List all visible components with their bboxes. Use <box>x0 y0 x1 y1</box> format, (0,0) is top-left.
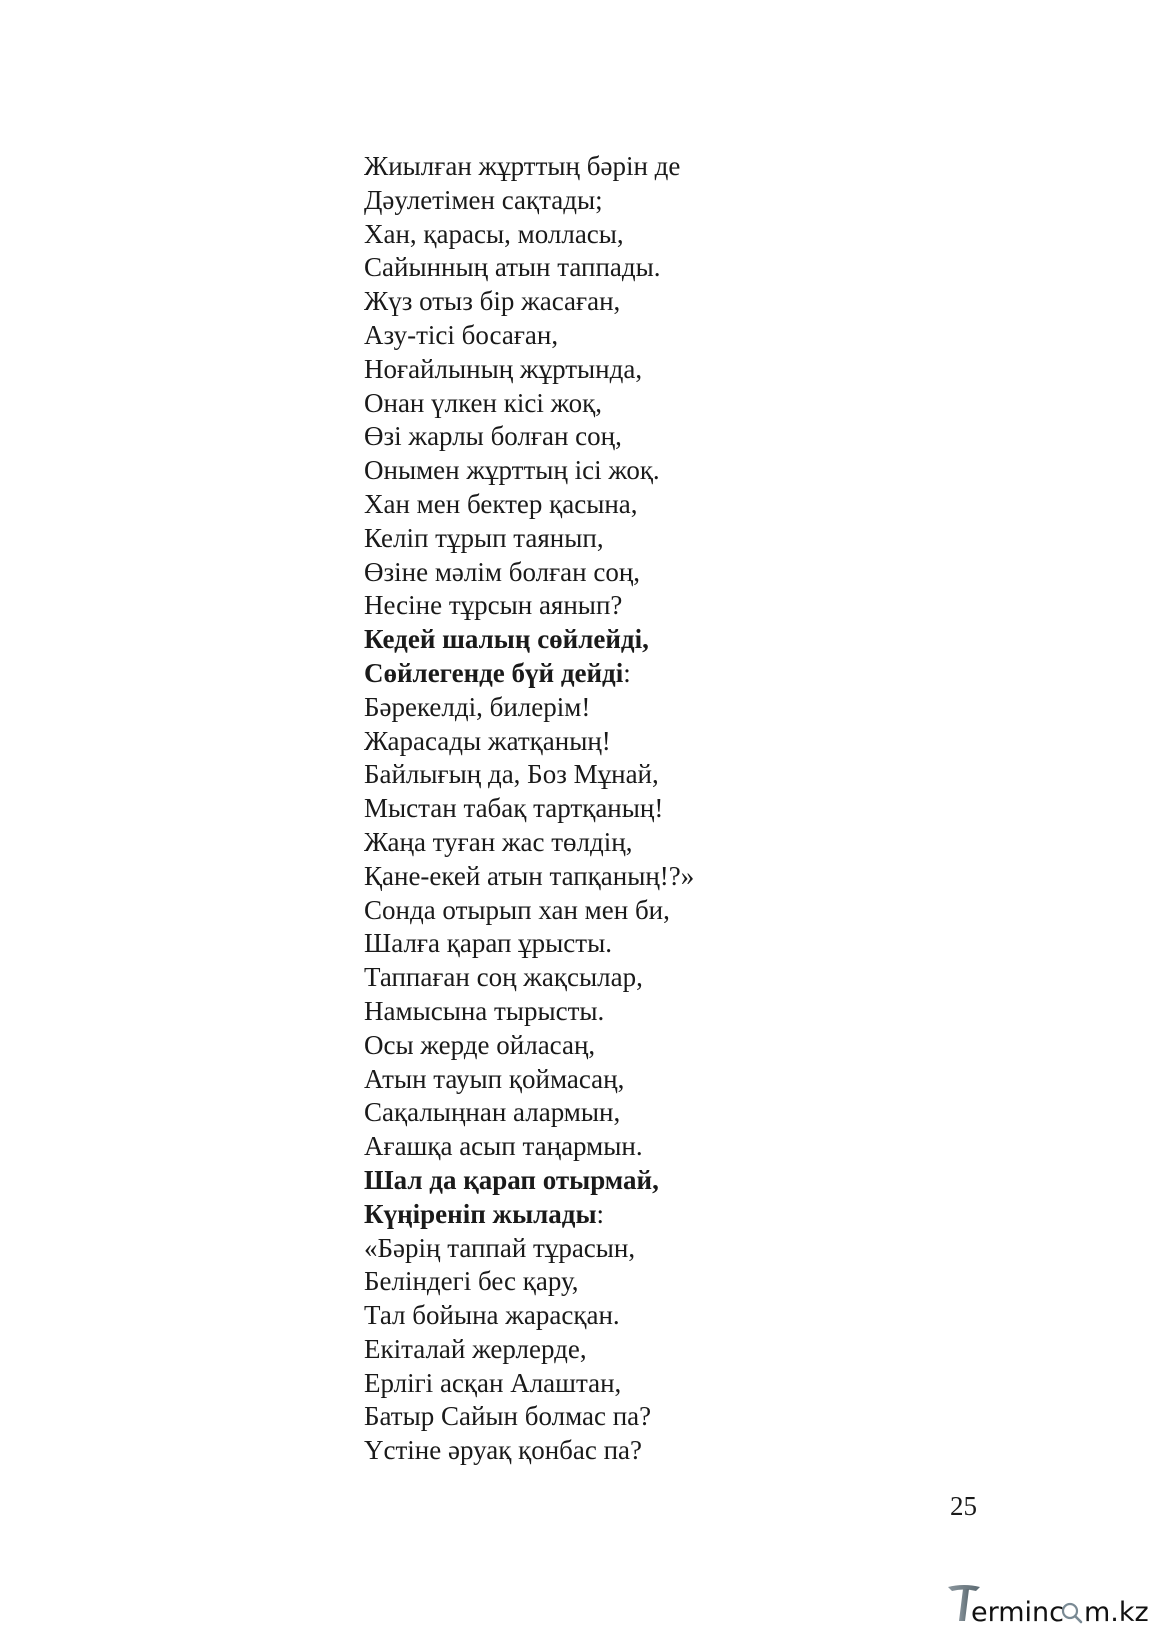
poem-line-text: Сонда отырып хан мен би, <box>364 894 670 925</box>
magnifier-icon <box>1063 1604 1081 1622</box>
poem-line-text: Несіне тұрсын аянып? <box>364 590 623 621</box>
poem-line <box>364 150 964 184</box>
poem-line-text: Кедей шалың сөйлейді, <box>364 624 649 655</box>
poem-line-text: Жарасады жатқаның! <box>364 725 611 756</box>
poem-line <box>364 758 964 792</box>
poem-line <box>364 387 964 421</box>
poem-line <box>364 1096 964 1130</box>
poem-line-text: Тал бойына жарасқан. <box>364 1300 620 1331</box>
poem-line-text: «Бәрің таппай тұрасын, <box>364 1232 636 1263</box>
poem-line <box>364 691 964 725</box>
poem-text <box>364 150 964 1468</box>
poem-line-text: Атын тауып қоймасаң, <box>364 1063 625 1094</box>
poem-line-text: Онымен жұрттың ісі жоқ. <box>364 455 660 486</box>
poem-line-text: Сөйлегенде бүй дейді <box>364 657 624 688</box>
poem-line <box>364 218 964 252</box>
poem-line-text: Қане-екей атын тапқаның!?» <box>364 860 695 891</box>
poem-line-text: Хан мен бектер қасына, <box>364 488 638 519</box>
poem-line <box>364 1130 964 1164</box>
poem-line <box>364 792 964 826</box>
poem-line <box>364 1400 964 1434</box>
poem-line <box>364 184 964 218</box>
poem-line <box>364 556 964 590</box>
page-number: 25 <box>950 1491 977 1521</box>
poem-line-text: Келіп тұрып таянып, <box>364 522 604 553</box>
poem-line <box>364 995 964 1029</box>
poem-line <box>364 1063 964 1097</box>
poem-line <box>364 1265 964 1299</box>
poem-line <box>364 927 964 961</box>
watermark-text-left: erminc <box>971 1597 1064 1627</box>
poem-line <box>364 522 964 556</box>
poem-line <box>364 1029 964 1063</box>
poem-line-text: Екіталай жерлерде, <box>364 1333 587 1364</box>
poem-line-text: Өзі жарлы болған соң, <box>364 421 622 452</box>
poem-line-text: Шал да қарап отырмай, <box>364 1164 659 1195</box>
poem-line-text: Азу-тісі босаған, <box>364 319 559 350</box>
poem-line-text: Сайынның атын таппады. <box>364 252 661 283</box>
poem-line-text: Байлығың да, Боз Мұнай, <box>364 759 659 790</box>
poem-line <box>364 1299 964 1333</box>
poem-line-text: Ерлігі асқан Алаштан, <box>364 1367 622 1398</box>
watermark-logo <box>946 1583 1156 1627</box>
poem-line <box>364 285 964 319</box>
poem-line <box>364 420 964 454</box>
poem-line <box>364 623 964 657</box>
poem-line-text: Жүз отыз бір жасаған, <box>364 286 621 317</box>
poem-line-text: Ағашқа асып таңармын. <box>364 1131 643 1162</box>
poem-line <box>364 1333 964 1367</box>
poem-line-text: Бәрекелді, билерім! <box>364 691 591 722</box>
poem-line <box>364 1164 964 1198</box>
poem-line-text: Батыр Сайын болмас па? <box>364 1401 652 1432</box>
poem-line-punctuation: : <box>596 1198 605 1229</box>
poem-line <box>364 589 964 623</box>
poem-line <box>364 1367 964 1401</box>
poem-line-punctuation: : <box>623 657 631 688</box>
poem-line-text: Жиылған жұрттың бәрін де <box>364 151 681 181</box>
poem-line-text: Хан, қарасы, молласы, <box>364 218 624 249</box>
poem-line <box>364 1198 964 1232</box>
poem-line-text: Дәулетімен сақтады; <box>364 184 603 215</box>
poem-line <box>364 826 964 860</box>
poem-line <box>364 1434 964 1468</box>
poem-line-text: Мыстан табақ тартқаның! <box>364 793 664 824</box>
poem-line-text: Үстіне әруақ қонбас па? <box>364 1435 643 1466</box>
poem-line-text: Күңіреніп жылады <box>364 1198 597 1229</box>
logo-t-stem <box>959 1589 969 1621</box>
poem-line-text: Ноғайлының жұртында, <box>364 353 643 384</box>
poem-line <box>364 319 964 353</box>
poem-line <box>364 488 964 522</box>
poem-line-text: Беліндегі бес қару, <box>364 1266 579 1297</box>
poem-line-text: Таппаған соң жақсылар, <box>364 962 643 993</box>
poem-line <box>364 894 964 928</box>
poem-line <box>364 961 964 995</box>
poem-line-text: Шалға қарап ұрысты. <box>364 928 612 959</box>
watermark-text-right: m.kz <box>1084 1597 1149 1627</box>
poem-line <box>364 725 964 759</box>
poem-line-text: Осы жерде ойласаң, <box>364 1029 596 1060</box>
poem-line <box>364 1232 964 1266</box>
poem-line <box>364 251 964 285</box>
poem-line-text: Намысына тырысты. <box>364 995 605 1026</box>
poem-line-text: Жаңа туған жас төлдің, <box>364 826 633 857</box>
poem-line <box>364 657 964 691</box>
poem-line-text: Сақалыңнан алармын, <box>364 1097 621 1128</box>
poem-line <box>364 353 964 387</box>
termincom-logo <box>946 1583 1156 1627</box>
poem-line-text: Онан үлкен кісі жоқ, <box>364 387 602 418</box>
poem-line <box>364 454 964 488</box>
poem-line <box>364 860 964 894</box>
poem-line-text: Өзіне мәлім болған соң, <box>364 556 641 587</box>
